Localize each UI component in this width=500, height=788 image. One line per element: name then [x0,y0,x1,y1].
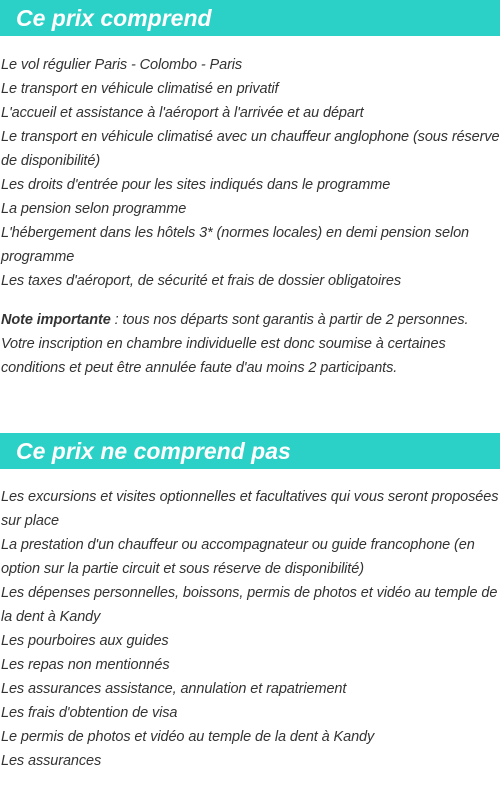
note-label: Note importante [1,312,111,328]
list-item: Les dépenses personnelles, boissons, permis de photos et vidéo au temple de la dent à Kandy [1,585,498,625]
list-item: Le permis de photos et vidéo au temple de la dent à Kandy [1,729,375,745]
excludes-list [0,485,500,773]
list-item: La pension selon programme [1,201,187,217]
list-item: Les taxes d'aéroport, de sécurité et frais de dossier obligatoires [1,273,401,289]
list-item: Les pourboires aux guides [1,633,169,649]
list-item: L'hébergement dans les hôtels 3* (normes locales) en demi pension selon programme [1,225,470,265]
list-item: L'accueil et assistance à l'aéroport à l'arrivée et au départ [1,105,364,121]
list-item: Les frais d'obtention de visa [1,705,178,721]
list-item: Le vol régulier Paris - Colombo - Paris [1,57,243,73]
list-item: Les excursions et visites optionnelles et facultatives qui vous seront proposées sur place [1,489,499,529]
list-item: Les droits d'entrée pour les sites indiqués dans le programme [1,177,391,193]
includes-heading: Ce prix comprend [0,0,500,36]
excludes-section [0,433,500,773]
list-item: La prestation d'un chauffeur ou accompagnateur ou guide francophone (en option sur la partie circuit et sous réserve de disponibilité) [1,537,475,577]
list-item: Les repas non mentionnés [1,657,170,673]
list-item: Le transport en véhicule climatisé avec un chauffeur anglophone (sous réserve de disponibilité) [1,129,500,169]
list-item: Les assurances assistance, annulation et rapatriement [1,681,347,697]
includes-list [0,53,500,293]
excludes-heading: Ce prix ne comprend pas [0,433,500,469]
list-item: Les assurances [1,753,102,769]
includes-section [0,0,500,380]
important-note [0,308,500,380]
list-item: Le transport en véhicule climatisé en privatif [1,81,279,97]
note-text: : tous nos départs sont garantis à partir de 2 personnes. Votre inscription en chambre individuelle est donc soumise à certaines conditions et peut être annulée faute d'au moins 2 participants. [1,312,469,376]
